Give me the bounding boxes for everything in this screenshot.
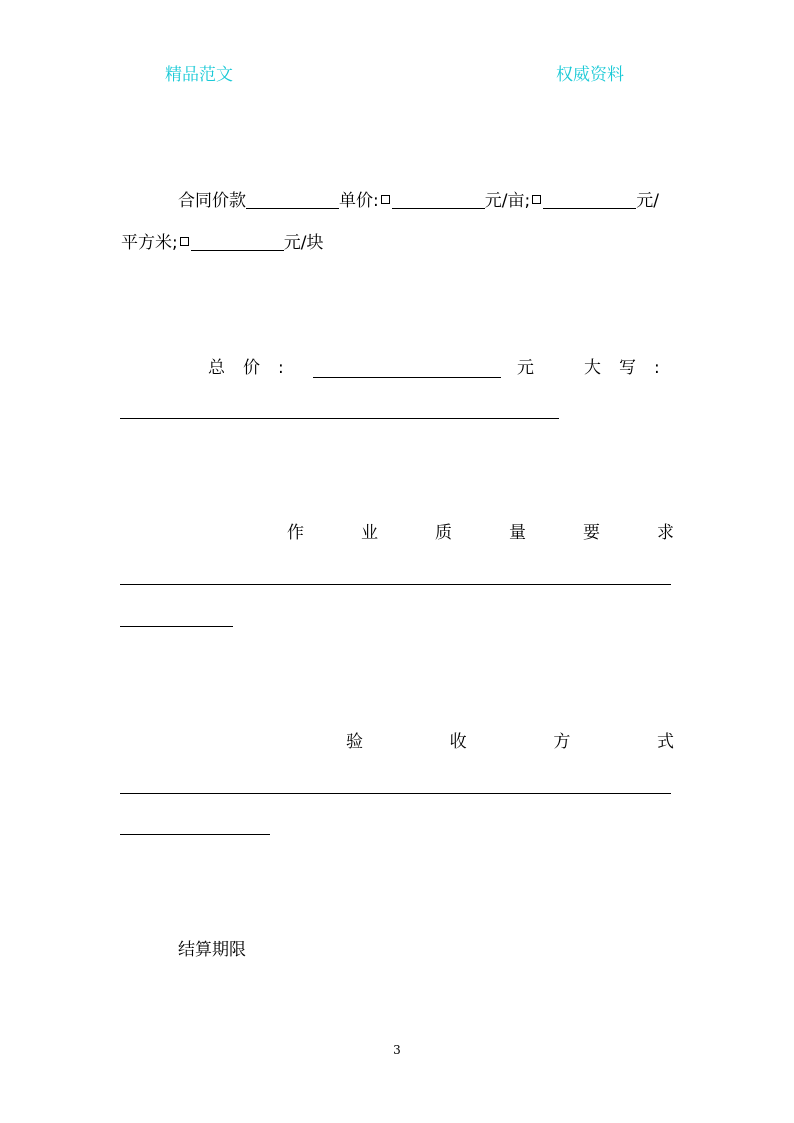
quality-char: 要 bbox=[583, 523, 600, 543]
acceptance-blank-line-2[interactable] bbox=[120, 834, 270, 835]
total-char-2: 价 bbox=[243, 358, 260, 378]
unit-price-label: 单价: bbox=[339, 191, 379, 211]
per-sqm-unit-start: 元/ bbox=[636, 191, 659, 211]
contract-price-label: 合同价款 bbox=[178, 191, 246, 211]
quality-char: 作 bbox=[287, 523, 304, 543]
page-number: 3 bbox=[393, 1043, 401, 1057]
capital-amount-blank[interactable] bbox=[120, 418, 559, 419]
acceptance-method-heading bbox=[346, 731, 674, 753]
per-block-blank[interactable] bbox=[191, 233, 284, 251]
quality-char: 质 bbox=[435, 523, 452, 543]
capital-label bbox=[584, 357, 660, 379]
acceptance-char: 收 bbox=[449, 732, 467, 752]
quality-blank-line-1[interactable] bbox=[120, 584, 671, 585]
capital-char-3: : bbox=[654, 358, 660, 378]
quality-blank-line-2[interactable] bbox=[120, 626, 233, 627]
per-mu-unit: 元/亩; bbox=[484, 191, 531, 211]
quality-requirements-heading bbox=[287, 522, 674, 544]
quality-char: 业 bbox=[361, 523, 378, 543]
total-char-1: 总 bbox=[208, 358, 225, 378]
acceptance-blank-line-1[interactable] bbox=[120, 793, 671, 794]
per-mu-blank[interactable] bbox=[392, 191, 485, 209]
contract-price-line bbox=[178, 190, 659, 212]
per-sqm-unit-end: 平方米; bbox=[121, 233, 178, 253]
quality-char: 量 bbox=[509, 523, 526, 543]
total-char-3: : bbox=[278, 358, 284, 378]
total-price-blank[interactable] bbox=[313, 377, 501, 378]
per-mu-checkbox[interactable] bbox=[381, 195, 390, 204]
yuan-label: 元 bbox=[517, 358, 534, 378]
quality-char: 求 bbox=[657, 523, 674, 543]
acceptance-char: 式 bbox=[656, 732, 674, 752]
contract-price-blank[interactable] bbox=[246, 191, 339, 209]
per-block-unit: 元/块 bbox=[283, 233, 324, 253]
per-block-checkbox[interactable] bbox=[180, 237, 189, 246]
per-sqm-blank[interactable] bbox=[543, 191, 636, 209]
acceptance-char: 验 bbox=[346, 732, 363, 752]
total-price-label bbox=[208, 357, 284, 379]
header-right-text: 权威资料 bbox=[556, 65, 624, 85]
capital-char-1: 大 bbox=[584, 358, 601, 378]
per-sqm-checkbox[interactable] bbox=[532, 195, 541, 204]
settlement-period-label: 结算期限 bbox=[178, 940, 246, 960]
capital-char-2: 写 bbox=[619, 358, 636, 378]
acceptance-char: 方 bbox=[553, 732, 571, 752]
header-left-text: 精品范文 bbox=[165, 65, 233, 85]
contract-price-line-2 bbox=[121, 232, 323, 254]
